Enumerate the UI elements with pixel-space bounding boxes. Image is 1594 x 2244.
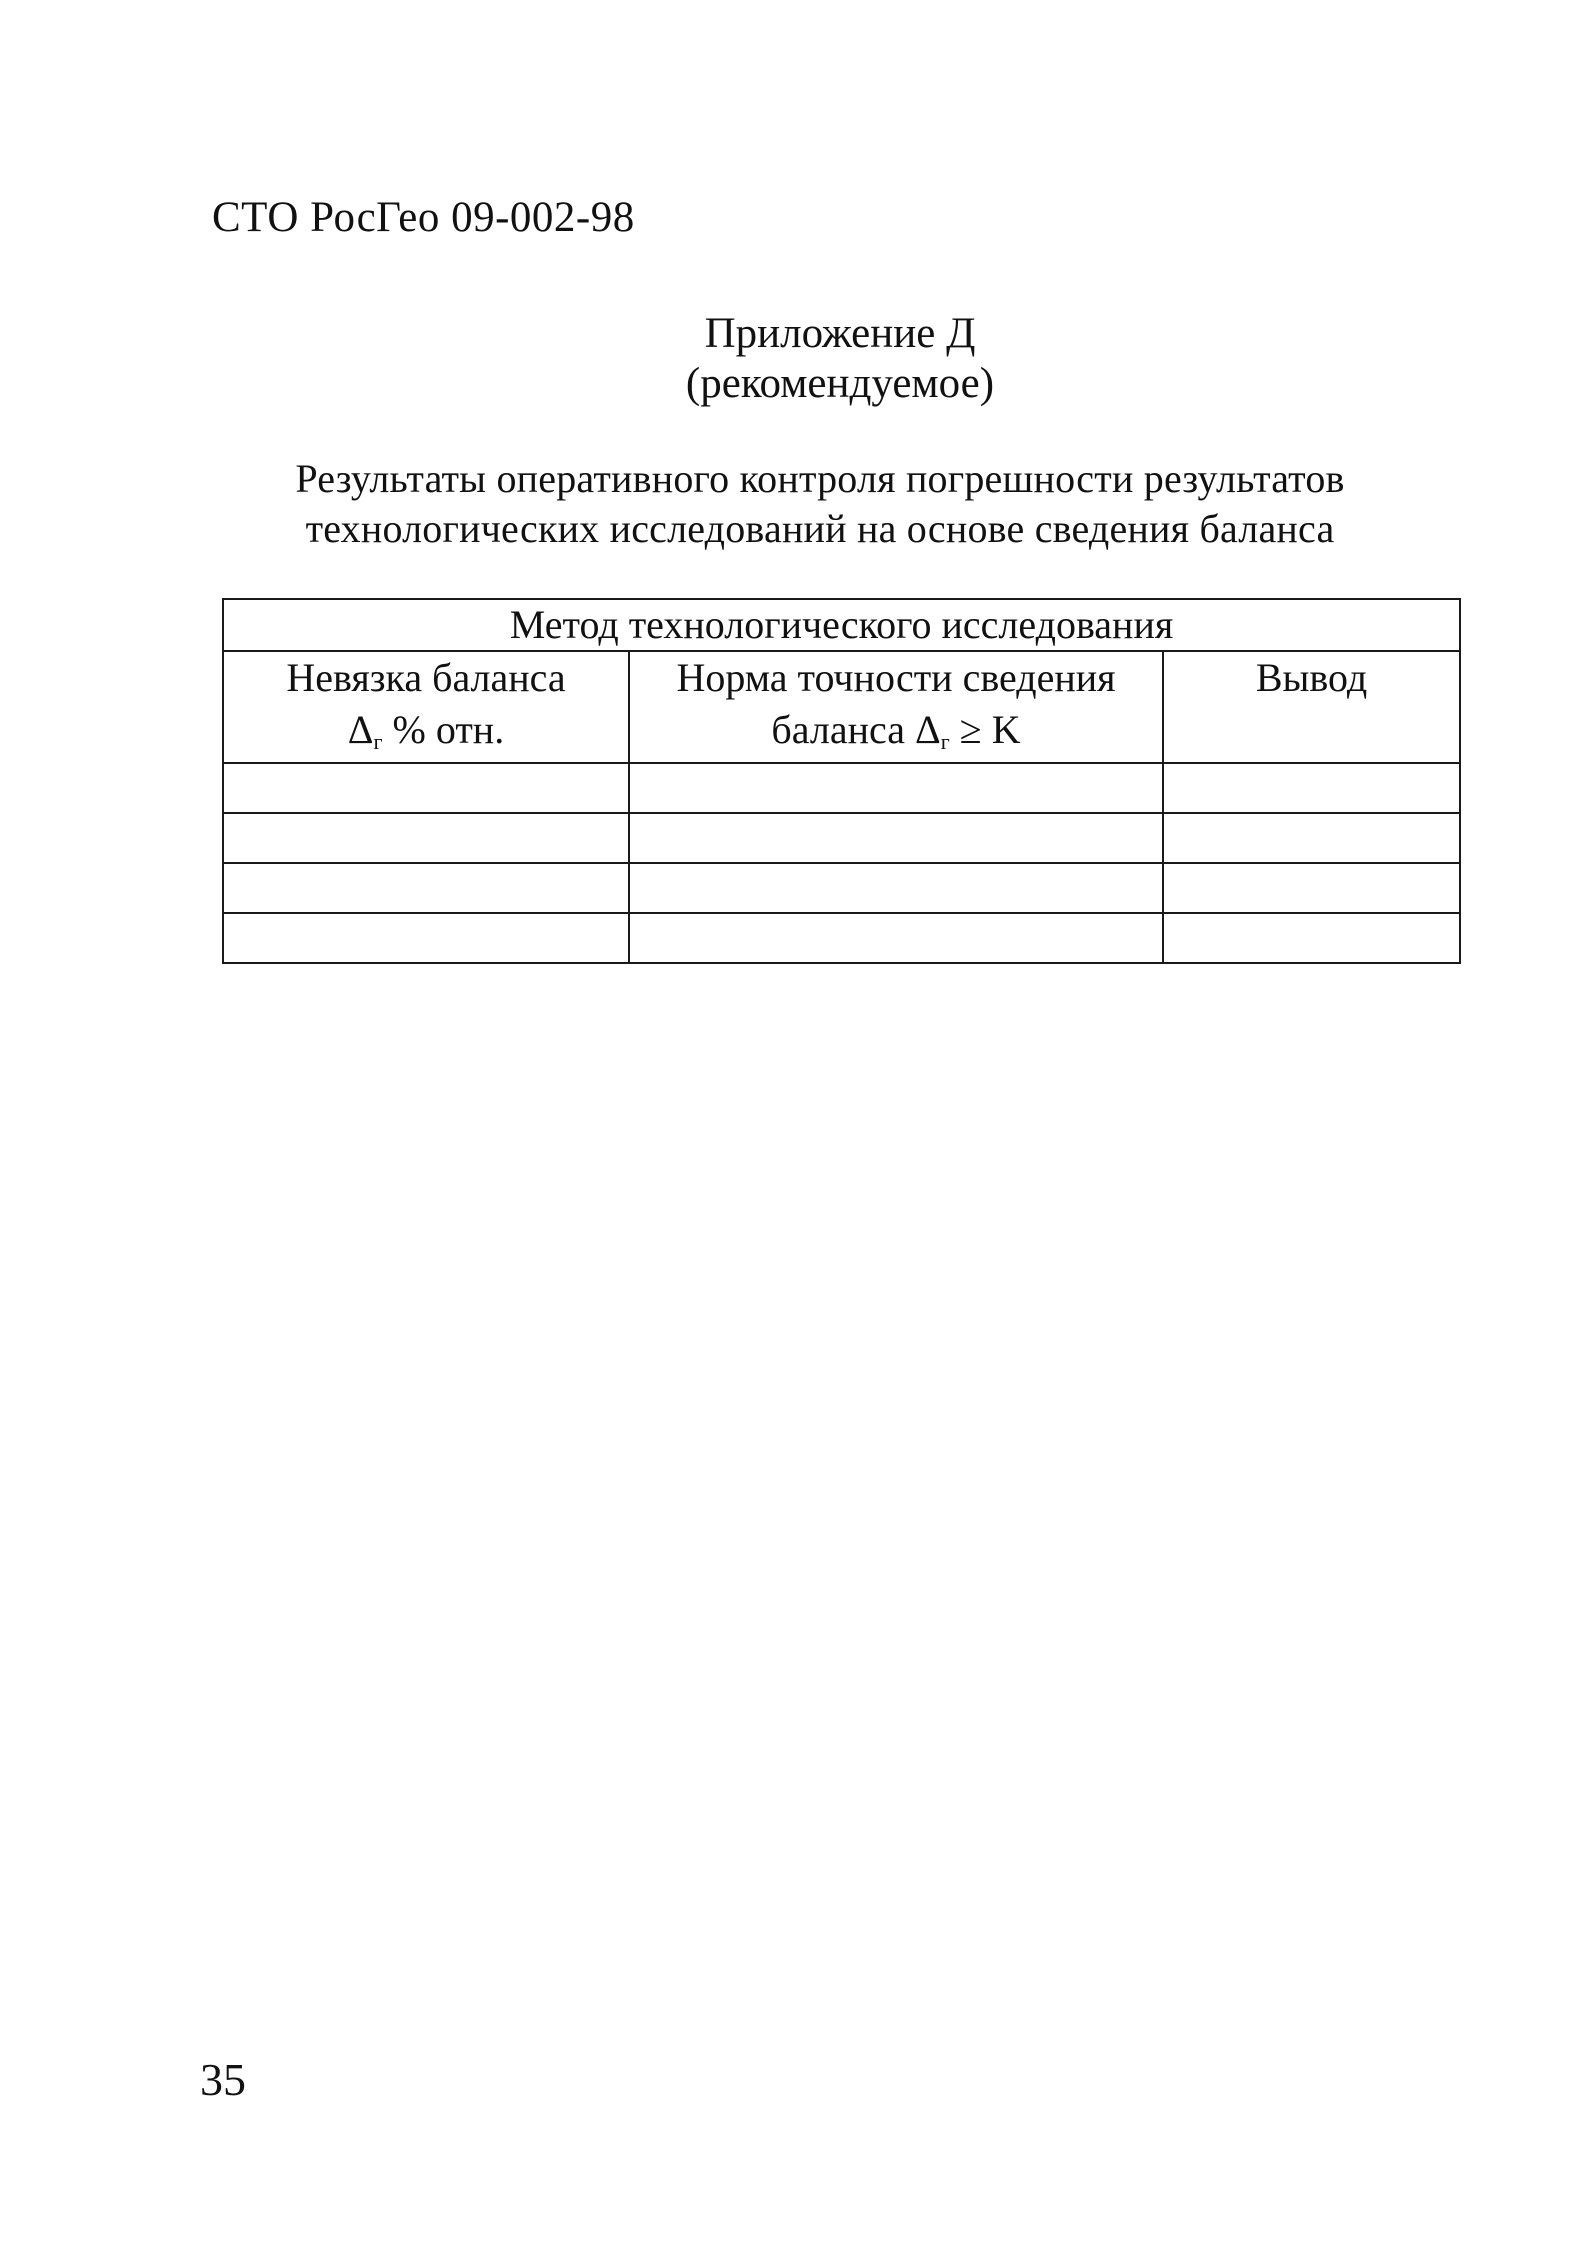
table-cell (223, 813, 629, 863)
appendix-note: (рекомендуемое) (685, 360, 995, 407)
table-row (223, 813, 1460, 863)
delta-subscript: г (373, 729, 383, 754)
table-cell (223, 763, 629, 813)
column-header-accuracy-norm (629, 651, 1163, 763)
column-header-imbalance-line1: Невязка баланса (286, 655, 566, 700)
unit-label: % отн. (382, 707, 505, 752)
table-cell (1163, 913, 1460, 963)
delta-symbol: Δ (347, 707, 374, 752)
condition-label: ≥ K (949, 707, 1021, 752)
column-header-imbalance (223, 651, 629, 763)
delta-symbol: Δ (914, 707, 941, 752)
table-heading-line-1: Результаты оперативного контроля погрешности результатов (295, 456, 1345, 501)
table-cell (1163, 813, 1460, 863)
results-table (222, 598, 1461, 964)
column-header-conclusion (1163, 651, 1460, 763)
column-header-conclusion-label: Вывод (1255, 655, 1368, 700)
method-header-row (223, 599, 1460, 651)
column-header-accuracy-symbol-line (630, 704, 1162, 756)
table-row (223, 763, 1460, 813)
table-heading-line-2: технологических исследований на основе сведения баланса (305, 506, 1335, 551)
table-cell (1163, 863, 1460, 913)
column-header-accuracy-line1: Норма точности сведения (676, 655, 1116, 700)
table-cell (223, 913, 629, 963)
appendix-title: Приложение Д (704, 310, 976, 357)
page-number: 35 (200, 2054, 246, 2105)
document-code: СТО РосГео 09-002-98 (212, 194, 635, 241)
table-cell (1163, 763, 1460, 813)
table-cell (629, 763, 1163, 813)
table-cell (629, 863, 1163, 913)
delta-subscript: г (940, 729, 950, 754)
method-header-cell: Метод технологического исследования (223, 599, 1460, 651)
table-cell (629, 813, 1163, 863)
table-cell (223, 863, 629, 913)
table-cell (629, 913, 1163, 963)
accuracy-prefix: баланса (771, 707, 915, 752)
column-header-imbalance-symbol-line (224, 704, 628, 756)
table-row (223, 913, 1460, 963)
column-header-row (223, 651, 1460, 763)
table-row (223, 863, 1460, 913)
